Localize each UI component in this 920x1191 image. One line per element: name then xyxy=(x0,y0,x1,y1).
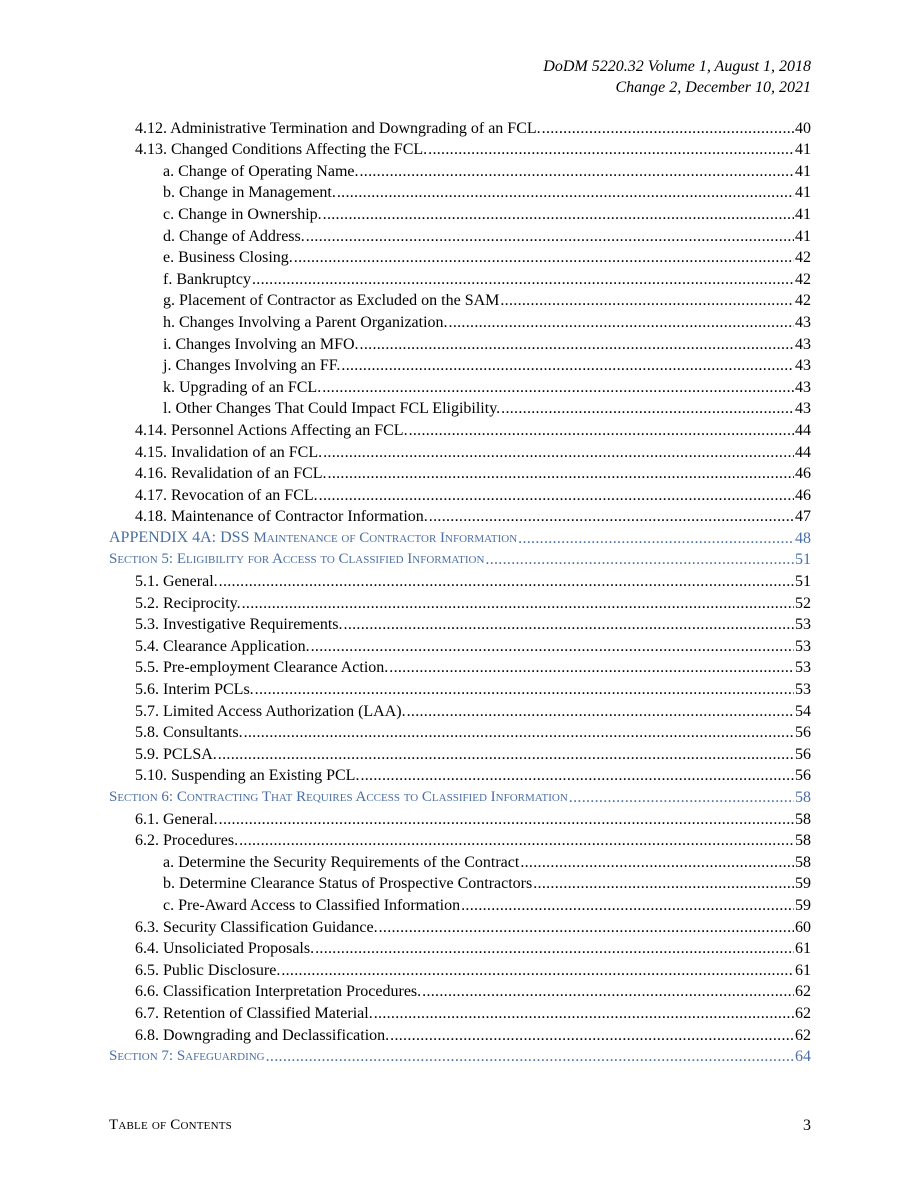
toc-dot-leader xyxy=(379,918,794,937)
toc-page-number: 51 xyxy=(795,573,811,591)
toc-entry-label xyxy=(109,528,517,548)
toc-entry-label: k. Upgrading of an FCL. xyxy=(163,378,322,396)
toc-entry-label: 5.1. General. xyxy=(135,573,218,591)
toc-page-number: 42 xyxy=(795,249,811,267)
toc-entry-label: 6.3. Security Classification Guidance. xyxy=(135,918,378,936)
toc-dot-leader xyxy=(323,205,794,224)
toc-dot-leader xyxy=(518,529,794,548)
toc-entry-label: 5.8. Consultants. xyxy=(135,724,243,742)
toc-page-number: 58 xyxy=(795,789,811,806)
toc-entry-label: 5.6. Interim PCLs. xyxy=(135,681,254,699)
toc-page-number: 47 xyxy=(795,508,811,526)
toc-section-link[interactable] xyxy=(109,526,811,548)
toc-entry-label: 5.10. Suspending an Existing PCL. xyxy=(135,767,360,785)
toc-dot-leader xyxy=(239,831,794,850)
toc-entry[interactable] xyxy=(109,872,811,894)
toc-page-number: 56 xyxy=(795,767,811,785)
toc-dot-leader xyxy=(374,1004,794,1023)
toc-entry-label: 4.16. Revalidation of an FCL. xyxy=(135,465,327,483)
toc-page-number: 59 xyxy=(795,875,811,893)
toc-dot-leader xyxy=(219,572,794,591)
toc-page-number: 43 xyxy=(795,335,811,353)
toc-entry-label: 5.3. Investigative Requirements. xyxy=(135,616,343,634)
toc-entry-label: 6.4. Unsoliciated Proposals. xyxy=(135,940,315,958)
toc-entry[interactable] xyxy=(109,375,811,397)
toc-entry-label: g. Placement of Contractor as Excluded on the SAM xyxy=(163,292,500,310)
toc-page-number: 42 xyxy=(795,292,811,310)
toc-entry-label: e. Business Closing. xyxy=(163,249,293,267)
toc-entry[interactable] xyxy=(109,721,811,743)
toc-dot-leader xyxy=(359,162,794,181)
toc-page-number: 61 xyxy=(795,940,811,958)
toc-entry[interactable] xyxy=(109,613,811,635)
toc-dot-leader xyxy=(218,745,794,764)
toc-entry[interactable] xyxy=(109,742,811,764)
toc-entry-label: f. Bankruptcy xyxy=(163,270,251,288)
toc-page-number: 62 xyxy=(795,983,811,1001)
toc-entry[interactable] xyxy=(109,354,811,376)
toc-dot-leader xyxy=(542,119,794,138)
toc-dot-leader xyxy=(390,1026,794,1045)
toc-entry[interactable] xyxy=(109,267,811,289)
toc-page-number: 43 xyxy=(795,313,811,331)
toc-entry[interactable] xyxy=(109,246,811,268)
toc-section-link[interactable] xyxy=(109,1045,811,1067)
toc-dot-leader xyxy=(252,270,794,289)
toc-entry-label: Section 6: Contracting That Requires Access to Classified Information xyxy=(109,789,568,805)
toc-entry[interactable] xyxy=(109,418,811,440)
toc-page-number: 43 xyxy=(795,400,811,418)
toc-entry-label: Section 5: Eligibility for Access to Classified Information xyxy=(109,551,485,568)
toc-dot-leader xyxy=(319,486,794,505)
toc-entry[interactable] xyxy=(109,462,811,484)
toc-dot-leader xyxy=(520,853,794,872)
toc-dot-leader xyxy=(569,788,794,807)
toc-dot-leader xyxy=(485,550,794,569)
document-header xyxy=(543,56,811,98)
toc-entry-label: 5.7. Limited Access Authorization (LAA). xyxy=(135,702,406,720)
toc-page-number: 51 xyxy=(795,551,811,569)
toc-entry-label: 6.7. Retention of Classified Material. xyxy=(135,1004,373,1022)
toc-dot-leader xyxy=(407,702,794,721)
toc-dot-leader xyxy=(281,961,794,980)
toc-section-link[interactable] xyxy=(109,548,811,570)
toc-entry[interactable] xyxy=(109,829,811,851)
toc-page-number: 41 xyxy=(795,205,811,223)
toc-page-number: 59 xyxy=(795,896,811,914)
toc-dot-leader xyxy=(428,140,794,159)
toc-page-number: 53 xyxy=(795,616,811,634)
toc-entry-label: b. Determine Clearance Status of Prospective Contractors xyxy=(163,875,533,893)
toc-entry-label: 4.12. Administrative Termination and Downgrading of an FCL. xyxy=(135,119,541,137)
table-of-contents xyxy=(109,116,811,1066)
toc-dot-leader xyxy=(311,637,794,656)
toc-page-number: 58 xyxy=(795,853,811,871)
toc-entry-label: 6.1. General. xyxy=(135,810,218,828)
toc-entry[interactable] xyxy=(109,807,811,829)
toc-entry-label: c. Pre-Award Access to Classified Information xyxy=(163,896,461,914)
toc-page-number: 62 xyxy=(795,1026,811,1044)
toc-dot-leader xyxy=(533,874,794,893)
toc-dot-leader xyxy=(328,464,794,483)
toc-entry[interactable] xyxy=(109,958,811,980)
toc-dot-leader xyxy=(409,421,794,440)
toc-dot-leader xyxy=(341,356,794,375)
toc-entry[interactable] xyxy=(109,656,811,678)
toc-page-number: 53 xyxy=(795,637,811,655)
toc-page-number: 44 xyxy=(795,421,811,439)
toc-page-number: 48 xyxy=(795,529,811,547)
toc-dot-leader xyxy=(501,399,794,418)
toc-page-number: 41 xyxy=(795,162,811,180)
toc-entry-label: 4.17. Revocation of an FCL. xyxy=(135,486,318,504)
toc-page-number: 61 xyxy=(795,961,811,979)
toc-entry[interactable] xyxy=(109,159,811,181)
toc-dot-leader xyxy=(422,982,794,1001)
toc-page-number: 44 xyxy=(795,443,811,461)
toc-dot-leader xyxy=(360,766,794,785)
toc-dot-leader xyxy=(242,594,794,613)
toc-entry[interactable] xyxy=(109,1023,811,1045)
toc-entry[interactable] xyxy=(109,915,811,937)
toc-entry[interactable] xyxy=(109,505,811,527)
toc-page-number: 43 xyxy=(795,357,811,375)
toc-entry-label: b. Change in Management. xyxy=(163,184,336,202)
toc-entry[interactable] xyxy=(109,116,811,138)
toc-entry[interactable] xyxy=(109,699,811,721)
toc-entry-label: 6.6. Classification Interpretation Procedures. xyxy=(135,983,422,1001)
toc-entry-label: 4.15. Invalidation of an FCL. xyxy=(135,443,323,461)
toc-page-number: 53 xyxy=(795,659,811,677)
toc-dot-leader xyxy=(344,615,794,634)
toc-entry-label: 5.5. Pre-employment Clearance Action. xyxy=(135,659,389,677)
toc-entry-label: c. Change in Ownership. xyxy=(163,205,322,223)
toc-page-number: 40 xyxy=(795,119,811,137)
toc-section-link[interactable] xyxy=(109,785,811,807)
toc-dot-leader xyxy=(449,313,794,332)
toc-entry[interactable] xyxy=(109,224,811,246)
toc-page-number: 41 xyxy=(795,184,811,202)
toc-dot-leader xyxy=(389,658,794,677)
toc-page-number: 58 xyxy=(795,810,811,828)
toc-dot-leader xyxy=(266,1047,794,1066)
toc-page-number: 41 xyxy=(795,141,811,159)
toc-dot-leader xyxy=(360,335,794,354)
toc-entry[interactable] xyxy=(109,1001,811,1023)
toc-entry-label: h. Changes Involving a Parent Organization. xyxy=(163,313,448,331)
toc-dot-leader xyxy=(429,507,794,526)
toc-entry[interactable] xyxy=(109,138,811,160)
header-document-id: DoDM 5220.32 Volume 1, August 1, 2018 xyxy=(543,58,811,75)
toc-dot-leader xyxy=(461,896,794,915)
toc-dot-leader xyxy=(294,248,794,267)
toc-dot-leader xyxy=(323,443,794,462)
toc-page-number: 46 xyxy=(795,465,811,483)
footer-page-number: 3 xyxy=(803,1117,811,1134)
toc-entry-label: 5.4. Clearance Application. xyxy=(135,637,310,655)
toc-entry-label: 4.18. Maintenance of Contractor Information. xyxy=(135,508,428,526)
toc-entry-label: a. Determine the Security Requirements of the Contract xyxy=(163,853,520,871)
toc-entry[interactable] xyxy=(109,764,811,786)
toc-dot-leader xyxy=(322,378,794,397)
toc-entry-label: i. Changes Involving an MFO. xyxy=(163,335,359,353)
toc-entry[interactable] xyxy=(109,181,811,203)
toc-entry[interactable] xyxy=(109,893,811,915)
toc-page-number: 56 xyxy=(795,724,811,742)
toc-page-number: 43 xyxy=(795,378,811,396)
footer-section-title: Table of Contents xyxy=(109,1117,232,1133)
toc-entry-label: 6.5. Public Disclosure. xyxy=(135,961,281,979)
toc-page-number: 42 xyxy=(795,270,811,288)
toc-page-number: 60 xyxy=(795,918,811,936)
toc-entry[interactable] xyxy=(109,397,811,419)
toc-entry-label: 4.14. Personnel Actions Affecting an FCL. xyxy=(135,421,408,439)
toc-entry[interactable] xyxy=(109,677,811,699)
toc-entry-label: 5.9. PCLSA. xyxy=(135,745,217,763)
toc-page-number: 52 xyxy=(795,594,811,612)
header-change-date: Change 2, December 10, 2021 xyxy=(615,79,811,96)
toc-page-number: 56 xyxy=(795,745,811,763)
toc-entry[interactable] xyxy=(109,289,811,311)
toc-appendix-prefix: APPENDIX 4A: DSS xyxy=(109,528,254,546)
toc-entry[interactable] xyxy=(109,569,811,591)
toc-page-number: 53 xyxy=(795,681,811,699)
toc-entry-label: Section 7: Safeguarding xyxy=(109,1048,265,1065)
toc-entry-label: 6.2. Procedures. xyxy=(135,832,239,850)
toc-page-number: 54 xyxy=(795,702,811,720)
toc-entry[interactable] xyxy=(109,980,811,1002)
toc-entry[interactable] xyxy=(109,332,811,354)
toc-page-number: 62 xyxy=(795,1004,811,1022)
toc-page-number: 58 xyxy=(795,832,811,850)
toc-entry[interactable] xyxy=(109,202,811,224)
toc-entry-label: 4.13. Changed Conditions Affecting the FCL. xyxy=(135,141,428,159)
toc-dot-leader xyxy=(500,291,794,310)
toc-entry-label: 6.8. Downgrading and Declassification. xyxy=(135,1026,390,1044)
toc-page-number: 64 xyxy=(795,1048,811,1066)
toc-page-number: 41 xyxy=(795,227,811,245)
toc-entry-label: l. Other Changes That Could Impact FCL Eligibility. xyxy=(163,400,501,418)
toc-dot-leader xyxy=(255,680,794,699)
toc-entry-label: a. Change of Operating Name. xyxy=(163,162,359,180)
toc-entry-label: 5.2. Reciprocity. xyxy=(135,594,241,612)
toc-appendix-title: Maintenance of Contractor Information xyxy=(253,529,518,546)
toc-entry[interactable] xyxy=(109,591,811,613)
toc-dot-leader xyxy=(219,810,794,829)
toc-dot-leader xyxy=(306,227,794,246)
toc-entry[interactable] xyxy=(109,937,811,959)
toc-dot-leader xyxy=(337,183,794,202)
toc-entry-label: j. Changes Involving an FF. xyxy=(163,357,341,375)
toc-entry[interactable] xyxy=(109,634,811,656)
toc-page-number: 46 xyxy=(795,486,811,504)
toc-entry[interactable] xyxy=(109,483,811,505)
toc-dot-leader xyxy=(315,939,794,958)
toc-dot-leader xyxy=(244,723,794,742)
toc-entry[interactable] xyxy=(109,850,811,872)
toc-entry[interactable] xyxy=(109,310,811,332)
toc-entry[interactable] xyxy=(109,440,811,462)
toc-entry-label: d. Change of Address. xyxy=(163,227,305,245)
